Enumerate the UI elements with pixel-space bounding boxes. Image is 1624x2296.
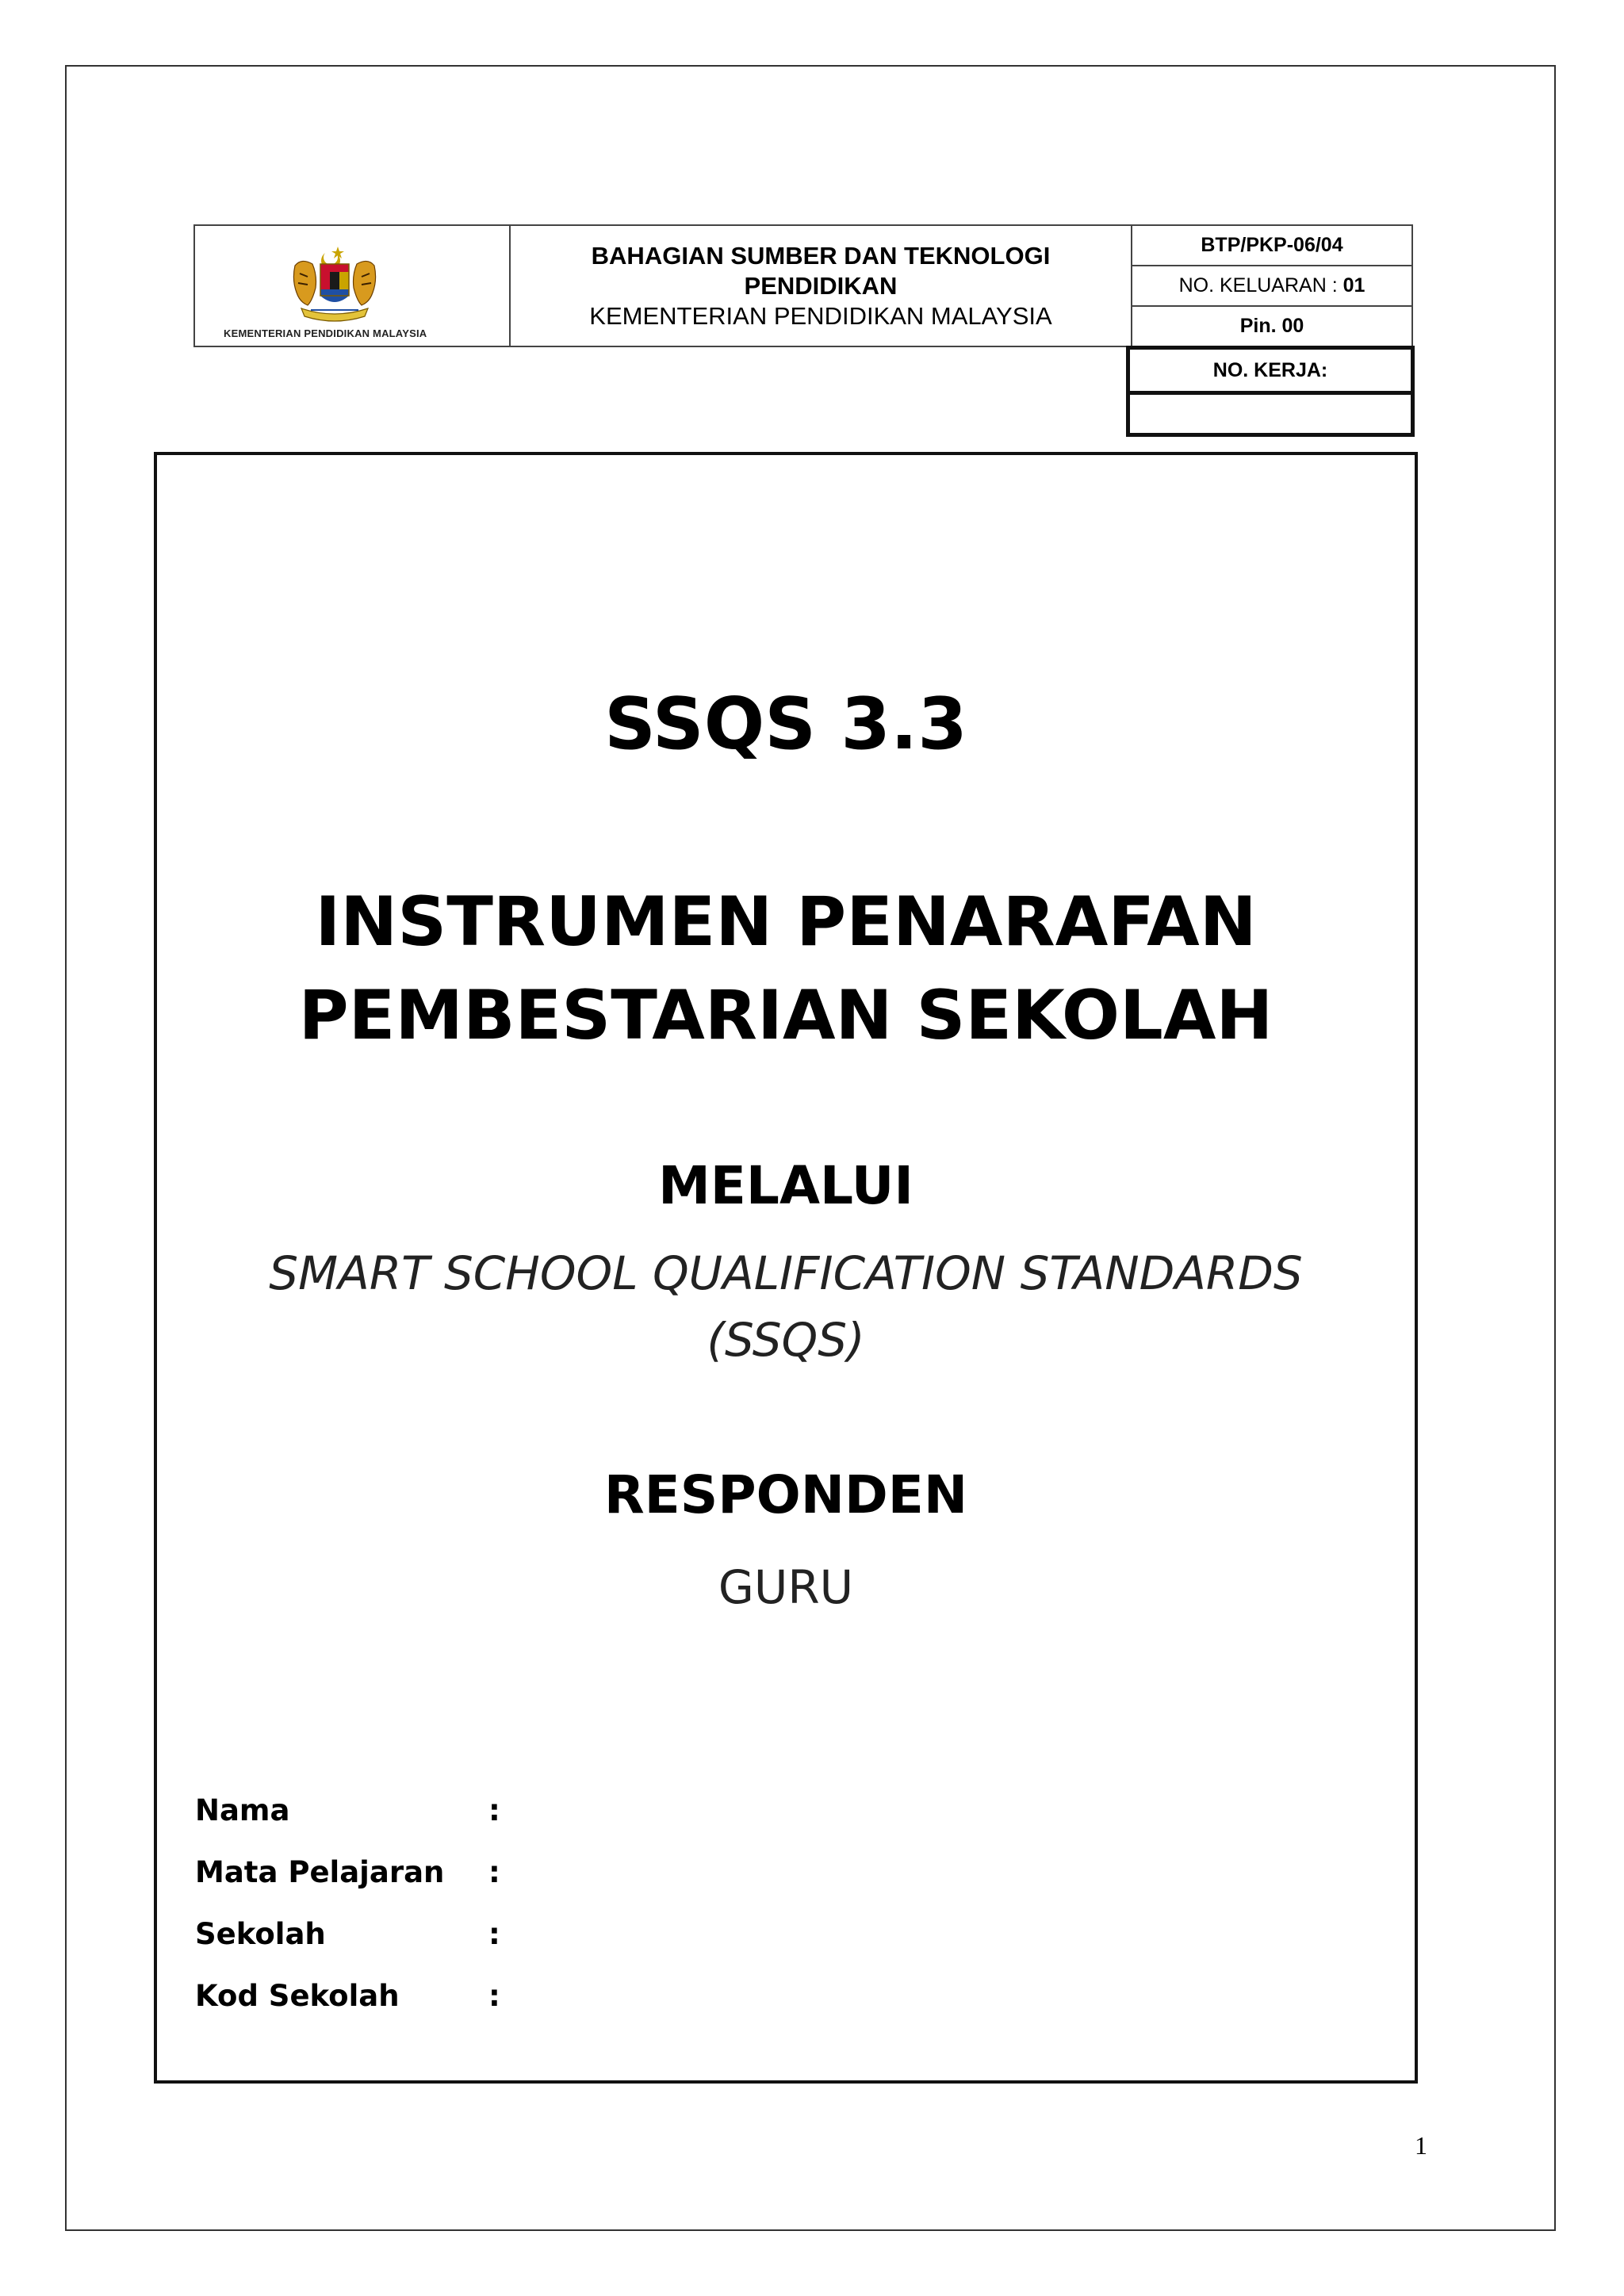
ministry-caption: KEMENTERIAN PENDIDIKAN MALAYSIA	[224, 327, 427, 339]
via-label: MELALUI	[658, 1155, 914, 1216]
instrument-title	[157, 875, 1415, 1062]
respondent-label: RESPONDEN	[603, 1464, 968, 1525]
field-row-mata-pelajaran	[195, 1841, 1305, 1903]
field-colon: :	[488, 1793, 500, 1827]
cover-main-box	[154, 452, 1418, 2084]
reference-cell	[1132, 226, 1411, 346]
document-header-table	[193, 224, 1413, 347]
field-row-kod-sekolah	[195, 1965, 1305, 2026]
standards-line-1: SMART SCHOOL QUALIFICATION STANDARDS	[269, 1246, 1303, 1300]
document-title: SSQS 3.3	[604, 683, 967, 766]
field-colon: :	[488, 1916, 500, 1951]
field-row-nama	[195, 1779, 1305, 1841]
field-label: Mata Pelajaran	[195, 1854, 445, 1889]
field-label: Nama	[195, 1793, 290, 1827]
document-code: BTP/PKP-06/04	[1132, 226, 1411, 266]
respondent-info-fields	[195, 1779, 1305, 2026]
coat-of-arms-logo-icon	[279, 242, 390, 326]
page-number: 1	[1415, 2131, 1427, 2160]
standards-name	[157, 1240, 1415, 1373]
standards-line-2: (SSQS)	[707, 1313, 865, 1367]
issue-number-label: NO. KELUARAN :	[1178, 274, 1343, 297]
instrument-title-line-2: PEMBESTARIAN SEKOLAH	[298, 976, 1274, 1055]
work-number-field[interactable]	[1130, 395, 1411, 433]
work-number-box	[1126, 346, 1415, 437]
field-label: Kod Sekolah	[195, 1978, 400, 2013]
issue-number	[1132, 266, 1411, 307]
issue-number-value: 01	[1342, 274, 1365, 297]
header-title-cell	[511, 226, 1132, 346]
revision-number: Pin. 00	[1239, 315, 1304, 337]
respondent-type: GURU	[718, 1560, 854, 1614]
ministry-title: KEMENTERIAN PENDIDIKAN MALAYSIA	[589, 301, 1052, 330]
field-label: Sekolah	[195, 1916, 326, 1951]
work-number-label: NO. KERJA:	[1130, 350, 1411, 395]
field-colon: :	[488, 1854, 500, 1889]
field-row-sekolah	[195, 1903, 1305, 1965]
field-colon: :	[488, 1978, 500, 2013]
instrument-title-line-1: INSTRUMEN PENARAFAN	[315, 882, 1257, 962]
division-title: BAHAGIAN SUMBER DAN TEKNOLOGI PENDIDIKAN	[591, 241, 1051, 300]
logo-cell	[195, 226, 511, 346]
